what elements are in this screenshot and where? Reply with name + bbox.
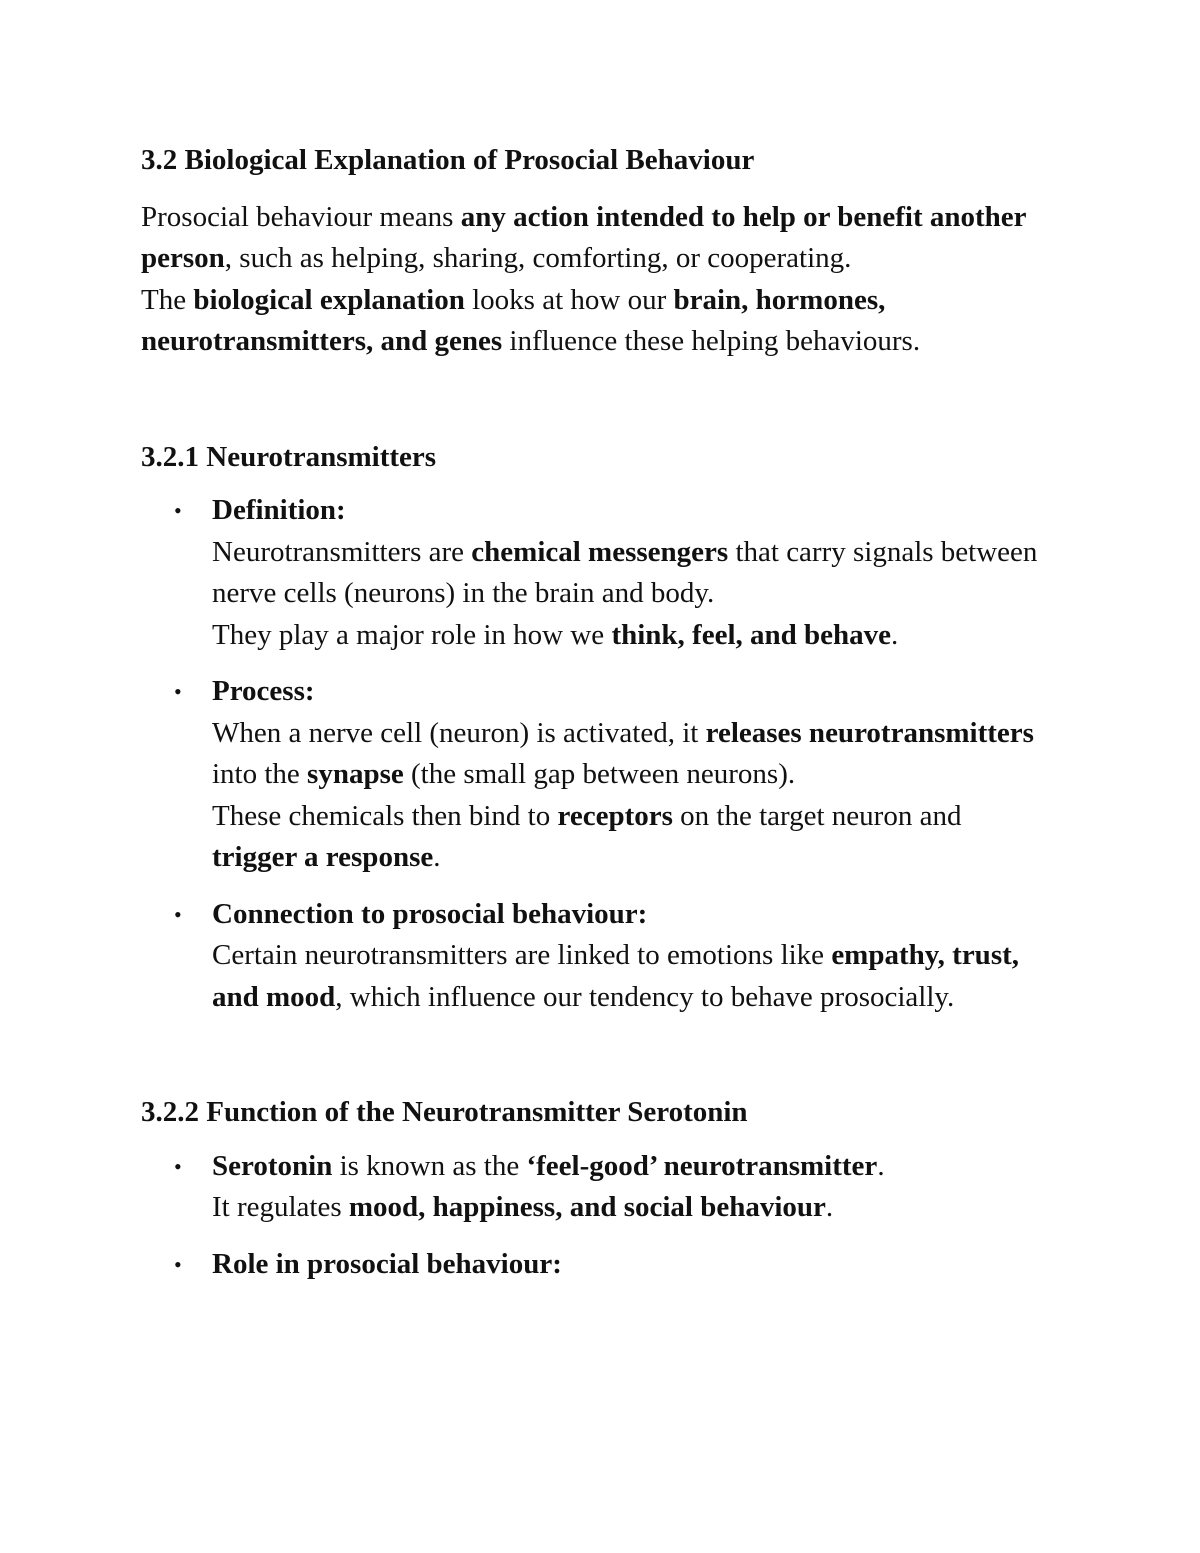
text-run: These chemicals then bind to [212, 799, 558, 832]
subsection-title-neurotransmitters: 3.2.1 Neurotransmitters [141, 440, 437, 473]
item-text [212, 796, 1041, 879]
text-run: They play a major role in how we [212, 618, 612, 651]
intro-text: influence these helping behaviours. [502, 325, 921, 357]
list-item-role [141, 1244, 1041, 1286]
intro-bold-text: brain, hormones, neurotransmitters, and genes [141, 283, 886, 357]
text-run: is known as the [332, 1149, 527, 1182]
bold-run: mood, happiness, and social behaviour [348, 1191, 826, 1223]
bold-run: think, feel, and behave [611, 618, 892, 651]
document-page [141, 140, 1041, 1300]
text-run: , which influence our tendency to behave prosocially. [335, 980, 955, 1013]
text-run: Neurotransmitters are [212, 535, 472, 568]
bold-run: receptors [557, 799, 673, 832]
text-run: Certain neurotransmitters are linked to emotions like [212, 939, 832, 971]
intro-bold-text: biological explanation [193, 283, 465, 316]
text-run: on the target neuron and [672, 799, 962, 832]
bullet-icon: • [174, 1251, 182, 1277]
item-text [212, 1146, 1041, 1188]
item-text [212, 1187, 1041, 1229]
bold-run: empathy, trust, and mood [212, 939, 1020, 1013]
bold-run: ‘feel-good’ neurotransmitter [526, 1149, 878, 1182]
list-item-connection [141, 894, 1041, 1019]
item-label: Process: [212, 675, 315, 707]
bullet-icon: • [174, 498, 182, 523]
item-label: Definition: [212, 494, 346, 526]
item-text [212, 532, 1041, 615]
text-run: When a nerve cell (neuron) is activated, it [212, 716, 706, 749]
text-run: . [877, 1149, 885, 1182]
list-item-serotonin [141, 1146, 1041, 1229]
item-label: Connection to prosocial behaviour: [212, 897, 648, 930]
bold-run: chemical messengers [471, 535, 729, 568]
text-run: (the small gap between neurons). [403, 758, 796, 790]
intro-text: , such as helping, sharing, comforting, or cooperating. [224, 242, 852, 274]
list-item-process [141, 671, 1041, 879]
item-label: Role in prosocial behaviour: [212, 1247, 562, 1280]
text-run: that carry signals between nerve cells (neurons) in the brain and body. [212, 535, 1038, 609]
text-run: It regulates [212, 1191, 349, 1223]
section-title: 3.2 Biological Explanation of Prosocial Behaviour [141, 144, 755, 176]
list-item-definition [141, 490, 1041, 656]
bold-run: synapse [307, 758, 404, 790]
bold-run: trigger a response [212, 841, 434, 873]
text-run: . [433, 841, 441, 873]
item-text [212, 935, 1041, 1018]
text-run: . [825, 1191, 834, 1223]
bold-run: Serotonin [212, 1149, 333, 1182]
bullet-icon: • [174, 901, 182, 927]
intro-paragraph [141, 197, 1041, 363]
intro-text: The [141, 283, 194, 316]
neurotransmitters-list [141, 490, 1041, 1018]
item-text [212, 713, 1041, 796]
item-text [212, 615, 1041, 657]
intro-bold-text: any action intended to help or benefit another person [141, 200, 1026, 274]
bold-run: releases neurotransmitters [705, 716, 1034, 749]
bullet-icon: • [174, 1153, 182, 1179]
bullet-icon: • [174, 679, 182, 704]
text-run: . [891, 618, 899, 651]
subsection-title-serotonin: 3.2.2 Function of the Neurotransmitter Serotonin [141, 1096, 748, 1128]
text-run: into the [212, 758, 308, 790]
intro-text: Prosocial behaviour means [141, 200, 461, 233]
intro-text: looks at how our [464, 283, 674, 316]
serotonin-list [141, 1146, 1041, 1286]
